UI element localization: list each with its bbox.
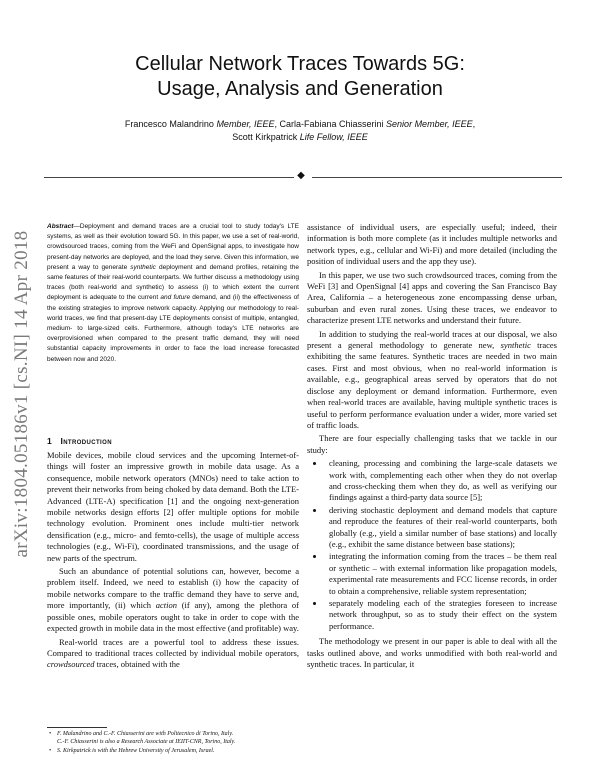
right-column: [307, 222, 557, 672]
body-paragraph: [47, 566, 299, 634]
body-emphasis: action: [155, 600, 177, 611]
arxiv-identifier: arXiv:1804.05186v1 [cs.NI] 14 Apr 2018: [11, 230, 32, 558]
title-line-1: Cellular Network Traces Towards 5G:: [135, 53, 465, 75]
abstract-emphasis: synthetic: [130, 263, 156, 271]
body-paragraph: In this paper, we use two such crowdsourced traces, coming from the WeFi [3] and OpenSignal [4] apps and covering the San Francisco Bay Area, California – a heterogeneous zone encompassing dense urban, suburban and even rural zones. Using these traces, we endeavor to characterize present LTE networks and understand their future.: [307, 269, 557, 326]
body-paragraph: assistance of individual users, are especially useful; indeed, their information is both more complete (as it includes multiple networks and network types, e.g., cellular and Wi-Fi) and more detailed (including the position of individual users and the app they use).: [307, 222, 557, 267]
body-text: traces exhibiting the same features. Synthetic traces are needed in two main cases. First and most obvious, when no real-world information is available, e.g., geographical areas served by operators that do not disclose any deployment or demand information. Furthermore, even when real-world traces are available, having multiple synthetic traces is useful to perform performance evaluation under a wider, more varied set of traffic loads.: [307, 340, 557, 430]
footnote-rule: [47, 727, 107, 728]
author-affiliation: Member, IEEE: [216, 119, 275, 129]
body-text: (if any), among the plethora of possible ones, mobile operators ought to take in order to cope with the expected growth in mobile data in the most effective (and profitable) way.: [47, 600, 299, 634]
list-item: • deriving stochastic deployment and demand models that capture and reproduce the features of their real-world counterparts, both globally (e.g., yield a similar number of base stations) and locally (e.g., exhibit the same distance between base stations);: [325, 505, 557, 551]
abstract: [47, 222, 299, 365]
body-text: In addition to studying the real-world traces at our disposal, we also present a general methodology to generate new,: [307, 328, 557, 351]
body-paragraph: Mobile devices, mobile cloud services and the upcoming Internet-of-things will foster an impressive growth in mobile data usage. As a consequence, mobile network operators (MNOs) need to take action to prevent their networks from being choked by data demand. Both the LTE-Advanced (LTE-A) specification [1] and the ongoing next-generation mobile networks design efforts [2] offer multiple options for mobile technology evolution. Prominent ones include multi-tier network densification (e.g., micro- and femto-cells), the usage of multiple access technologies (e.g., Wi-Fi), coordinated transmissions, and the usage of new parts of the spectrum.: [47, 450, 299, 563]
author-line-1: Francesco Malandrino Member, IEEE, Carla-Fabiana Chiasserini Senior Member, IEEE,: [124, 119, 476, 129]
title-divider-left: [44, 177, 294, 178]
list-item: • separately modeling each of the strategies foreseen to increase network throughput, so as to study their effect on the system performance.: [325, 598, 557, 632]
list-item: • cleaning, processing and combining the large-scale datasets we work with, complementing each other when they do not overlap and cross-checking them when they do, as well as verifying our findings against a third-party data source [5];: [325, 458, 557, 504]
author-name: Carla-Fabiana Chiasserini: [279, 119, 384, 129]
task-list: [307, 458, 557, 632]
footnote-text: S. Kirkpatrick is with the Hebrew University of Jerusalem, Israel.: [57, 747, 215, 754]
author-line-2: [60, 131, 540, 144]
author-name: Francesco Malandrino: [124, 119, 214, 129]
footnote-line: C.-F. Chiasserini is also a Research Associate at IEIIT-CNR, Torino, Italy.: [57, 739, 236, 746]
list-item: • integrating the information coming from the traces – be them real or synthetic – with external information like propagation models, experimental rate measurements and FCC license records, in order to obtain a comprehensive, reliable system representation;: [325, 551, 557, 597]
footnote-line: [49, 747, 299, 755]
abstract-text: demand, and (ii) the effectiveness of the existing strategies to improve network capacity. Applying our methodology to real-world traces, we find that present-day LTE deployments consist of multiple, entangled, medium- to large-sized cells. Furthermore, although today's LTE networks are overprovisioned when compared to the present traffic demand, they will need substantial capacity improvements in order to face the load increase forecasted between now and 2020.: [47, 294, 299, 363]
author-name: Scott Kirkpatrick: [232, 132, 298, 142]
arxiv-sidebar: [4, 214, 40, 574]
body-paragraph: There are four especially challenging tasks that we tackle in our study:: [307, 433, 557, 455]
title-divider-right: [312, 177, 562, 178]
abstract-label: Abstract: [47, 223, 74, 230]
body-emphasis: crowdsourced: [47, 659, 95, 670]
section-title: Introduction: [60, 436, 112, 446]
author-block: [60, 118, 540, 144]
body-text: Such an abundance of potential solutions can, however, become a problem itself. Indeed, we need to establish (i) how the capacity of mobile networks compare to the traffic demand they have to serve and, more importantly, (ii) which: [47, 566, 299, 611]
body-paragraph: The methodology we present in our paper is able to deal with all the tasks outlined above, and works unmodified with both real-world and synthetic traces. In particular, it: [307, 636, 557, 670]
section-number: 1: [47, 436, 53, 446]
title-line-2: Usage, Analysis and Generation: [157, 78, 443, 100]
footnote-text: F. Malandrino and C.-F. Chiasserini are with Politecnico di Torino, Italy.: [57, 731, 234, 737]
abstract-emphasis: and future: [160, 294, 191, 302]
bullet-icon: •: [49, 731, 52, 737]
footnote: [49, 730, 299, 755]
footnote-line: [49, 730, 299, 738]
author-affiliation: Senior Member, IEEE: [386, 119, 473, 129]
author-affiliation: Life Fellow, IEEE: [299, 132, 368, 142]
diamond-icon: ◆: [297, 170, 305, 181]
body-paragraph: [47, 637, 299, 671]
body-emphasis: synthetic: [500, 340, 531, 351]
bullet-icon: •: [49, 747, 52, 754]
abstract-paragraph: [47, 222, 299, 365]
body-text: traces, obtained with the: [94, 659, 180, 670]
section-heading: [47, 436, 299, 446]
body-text: Real-world traces are a powerful tool to address these issues. Compared to traditional traces collected by individual mobile operators,: [47, 636, 299, 658]
body-paragraph: [307, 329, 557, 432]
left-column: [47, 450, 299, 673]
paper-title: [60, 52, 540, 102]
abstract-text: deployment and demand profiles, retaining the same features of their real-world counterparts. We further discuss a methodology using traces (both real-world and synthetic) to assess (i) to which extent the current deployment is adequate to the current: [47, 263, 299, 302]
abstract-text: —Deployment and demand traces are a crucial tool to study today's LTE systems, as well as their evolution toward 5G. In this paper, we use a set of real-world, crowdsourced traces, coming from the WeFi and OpenSignal apps, to investigate how present-day networks are deployed, and the load they serve. Given this information, we present a way to generate: [47, 223, 299, 271]
